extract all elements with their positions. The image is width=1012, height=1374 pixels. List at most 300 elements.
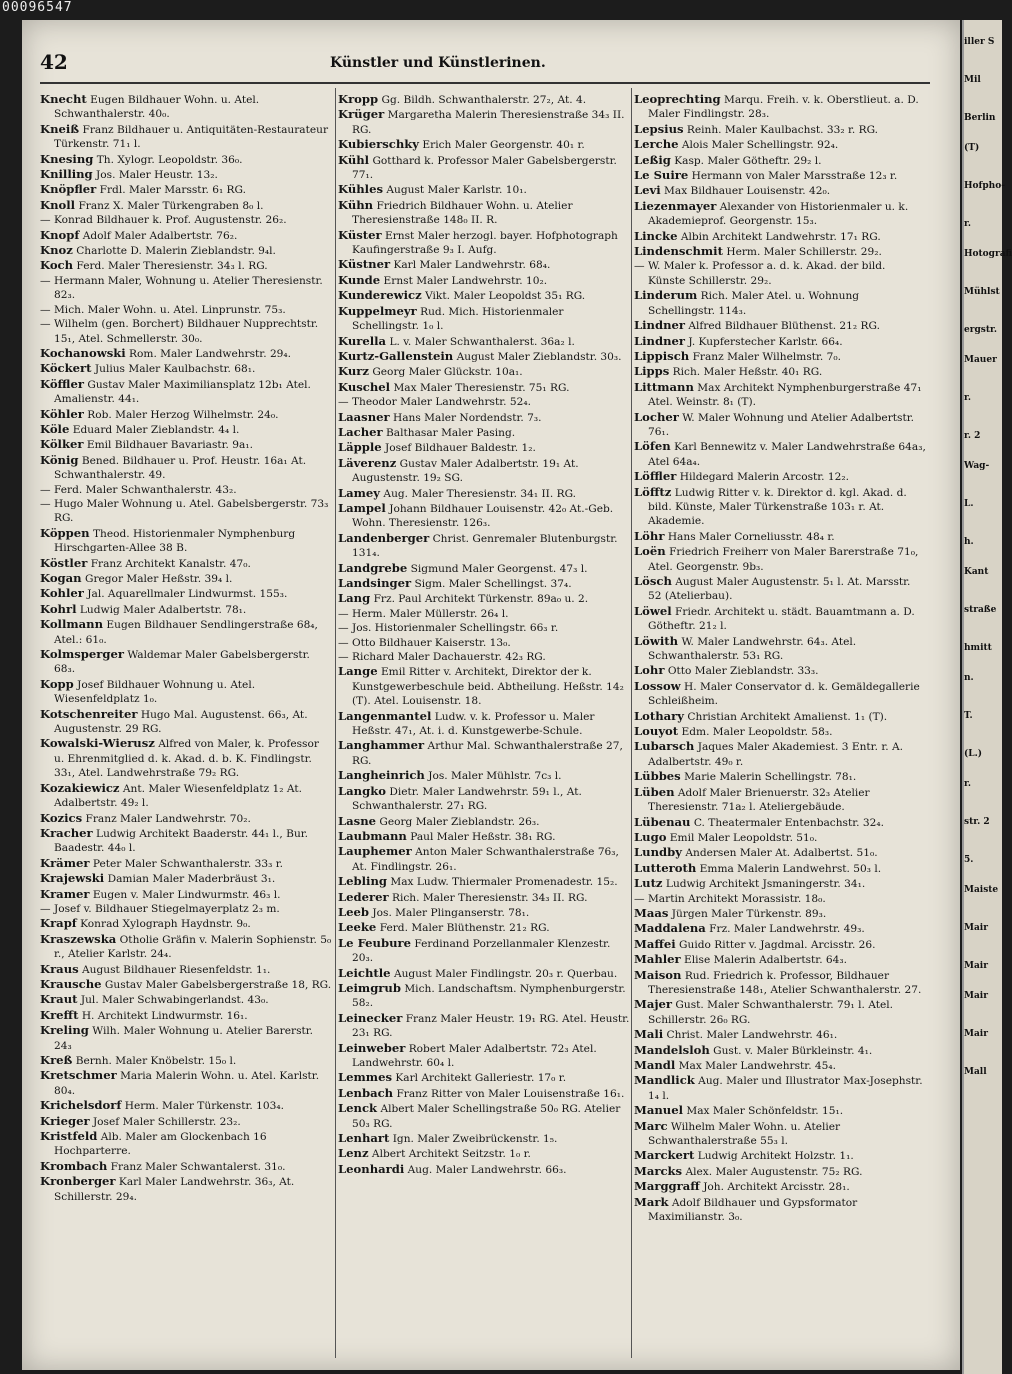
- directory-entry: [338, 364, 630, 379]
- entry-details: W. Maler Wohnung und Atelier Adalbertstr. 76₁.: [648, 411, 914, 438]
- entry-surname: Lugo: [634, 829, 667, 844]
- entry-details: Alfred Bildhauer Blüthenst. 21₂ RG.: [688, 320, 880, 333]
- entry-surname: Lemmes: [338, 1070, 392, 1085]
- directory-column-3: [634, 92, 926, 1224]
- entry-surname: Köffler: [40, 376, 84, 391]
- directory-entry: [40, 571, 332, 586]
- entry-surname: Kozakiewicz: [40, 780, 120, 795]
- directory-entry: [634, 380, 926, 410]
- entry-surname: Lohr: [634, 663, 665, 678]
- entry-surname: Lindner: [634, 318, 686, 333]
- entry-details: — Herm. Maler Müllerstr. 26₄ l.: [338, 607, 509, 620]
- entry-details: Gustav Maler Maximiliansplatz 12b₁ Atel. Amalienstr. 44₁.: [54, 378, 311, 406]
- directory-entry: [634, 815, 926, 830]
- entry-details: — Josef v. Bildhauer Stiegelmayerplatz 2₃ m.: [40, 902, 280, 915]
- directory-entry: [634, 1073, 926, 1103]
- directory-entry: [634, 861, 926, 876]
- directory-entry: [634, 334, 926, 349]
- entry-details: Rob. Maler Herzog Wilhelmstr. 24₀.: [87, 408, 279, 421]
- directory-entry: [338, 1011, 630, 1041]
- directory-entry: [634, 318, 926, 333]
- entry-details: — Jos. Historienmaler Schellingstr. 66₃ r.: [338, 622, 559, 635]
- entry-details: Ferdinand Porzellanmaler Klenzestr. 20₃.: [352, 937, 611, 965]
- entry-details: Bened. Bildhauer u. Prof. Heustr. 16a₁ At. Schwanthalerstr. 49.: [54, 454, 307, 482]
- directory-entry: [40, 422, 332, 437]
- directory-entry: [40, 602, 332, 617]
- entry-surname: Landenberger: [338, 530, 430, 545]
- entry-surname: Kurz: [338, 364, 369, 379]
- entry-surname: Lebling: [338, 874, 387, 889]
- directory-entry: [40, 1053, 332, 1068]
- directory-entry: [40, 198, 332, 213]
- entry-details: Ant. Maler Wiesenfeldplatz 1₂ At. Adalbertstr. 49₂ l.: [54, 782, 302, 810]
- entry-surname: Leinweber: [338, 1040, 406, 1055]
- entry-details: Christian Architekt Amalienst. 1₁ (T).: [687, 710, 888, 723]
- entry-details: Otto Maler Zieblandstr. 33₃.: [667, 665, 819, 678]
- entry-details: Theod. Historienmaler Nymphenburg Hirschgarten-Allee 38 B.: [54, 527, 296, 555]
- entry-surname: Kretschmer: [40, 1068, 117, 1083]
- directory-entry: [40, 483, 332, 497]
- entry-surname: Kühles: [338, 182, 383, 197]
- entry-surname: Lacher: [338, 424, 383, 439]
- directory-entry: [338, 664, 630, 708]
- directory-entry: [634, 876, 926, 891]
- entry-details: Joh. Architekt Arcisstr. 28₁.: [703, 1181, 850, 1194]
- edge-fragment: T.: [964, 711, 973, 721]
- entry-details: Gregor Maler Heßstr. 39₄ l.: [84, 573, 233, 585]
- entry-surname: Krefft: [40, 1007, 79, 1022]
- entry-details: Bernh. Maler Knöbelstr. 15₀ l.: [75, 1055, 237, 1067]
- directory-entry: [338, 1146, 630, 1161]
- directory-entry: [40, 346, 332, 361]
- directory-entry: [40, 1068, 332, 1098]
- directory-entry: [40, 1098, 332, 1113]
- entry-surname: Maddalena: [634, 921, 706, 936]
- directory-entry: [40, 526, 332, 556]
- directory-entry: [634, 439, 926, 469]
- entry-surname: Köle: [40, 421, 70, 436]
- directory-entry: [634, 574, 926, 604]
- edge-fragment: r.: [964, 779, 972, 789]
- directory-entry: [634, 529, 926, 544]
- entry-details: Christ. Maler Landwehrstr. 46₁.: [666, 1029, 838, 1042]
- entry-details: Gustav Maler Adalbertstr. 19₁ At. Augustenstr. 19₂ SG.: [352, 457, 579, 485]
- directory-entry: [634, 892, 926, 906]
- entry-details: Vikt. Maler Leopoldst 35₁ RG.: [425, 290, 586, 303]
- entry-details: Konrad Xylograph Haydnstr. 9₀.: [80, 918, 251, 931]
- edge-fragment: Mauer: [964, 355, 997, 365]
- entry-details: — Martin Architekt Morassistr. 18₀.: [634, 892, 826, 905]
- entry-surname: Lenz: [338, 1146, 369, 1161]
- directory-entry: [634, 1103, 926, 1118]
- entry-surname: Langenmantel: [338, 708, 432, 723]
- directory-entry: [634, 364, 926, 379]
- edge-fragment: Hofpho-: [964, 181, 1005, 191]
- entry-details: Jul. Maler Schwabingerlandst. 43₀.: [80, 994, 269, 1007]
- directory-entry: [634, 1195, 926, 1225]
- directory-entry: [40, 182, 332, 197]
- entry-surname: Lindenschmit: [634, 244, 723, 259]
- directory-entry: [40, 167, 332, 182]
- directory-entry: [40, 871, 332, 886]
- entry-surname: Lamey: [338, 485, 381, 500]
- directory-entry: [40, 1023, 332, 1053]
- entry-details: Damian Maler Maderbräust 3₁.: [107, 873, 276, 886]
- directory-entry: [634, 168, 926, 183]
- directory-entry: [338, 501, 630, 531]
- entry-details: Frz. Maler Landwehrstr. 49₃.: [709, 923, 865, 936]
- directory-entry: [40, 213, 332, 227]
- entry-details: Ludwig Maler Adalbertstr. 78₁.: [79, 603, 247, 616]
- entry-surname: Leimgrub: [338, 980, 401, 995]
- entry-details: Friedrich Bildhauer Wohn. u. Atelier Theresienstraße 148₀ II. R.: [352, 199, 573, 227]
- entry-details: Jos. Maler Mühlstr. 7c₃ l.: [428, 770, 562, 783]
- entry-details: Eduard Maler Zieblandstr. 4₄ l.: [72, 423, 240, 436]
- directory-entry: [338, 621, 630, 635]
- entry-details: Aug. Maler Theresienstr. 34₁ II. RG.: [383, 487, 577, 500]
- entry-surname: Lerche: [634, 137, 679, 152]
- entry-details: August Maler Findlingstr. 20₃ r. Querbau.: [393, 967, 618, 980]
- entry-surname: Lenck: [338, 1101, 378, 1116]
- directory-entry: [40, 647, 332, 677]
- entry-details: Franz Maler Heustr. 19₁ RG. Atel. Heustr. 23₁ RG.: [352, 1012, 630, 1040]
- edge-fragment: (T): [964, 143, 980, 153]
- directory-column-2: [338, 92, 630, 1177]
- directory-entry: [634, 1027, 926, 1042]
- entry-surname: Kurella: [338, 333, 387, 348]
- entry-surname: Loën: [634, 544, 666, 559]
- entry-surname: Kühn: [338, 197, 374, 212]
- entry-surname: Mandelsloh: [634, 1042, 710, 1057]
- directory-entry: [338, 153, 630, 183]
- entry-surname: Köhler: [40, 406, 84, 421]
- entry-surname: Lossow: [634, 678, 681, 693]
- entry-surname: Marcks: [634, 1163, 683, 1178]
- entry-details: Peter Maler Schwanthalerstr. 33₃ r.: [92, 857, 283, 870]
- entry-details: Alois Maler Schellingstr. 92₄.: [681, 139, 839, 152]
- entry-details: H. Architekt Lindwurmstr. 16₁.: [81, 1009, 248, 1022]
- entry-surname: Knilling: [40, 167, 93, 182]
- directory-entry: [40, 962, 332, 977]
- entry-details: L. v. Maler Schwanthalerst. 36a₂ l.: [389, 335, 575, 348]
- directory-entry: [338, 440, 630, 455]
- directory-entry: [338, 349, 630, 364]
- entry-surname: Maffei: [634, 936, 676, 951]
- entry-surname: Läverenz: [338, 455, 397, 470]
- edge-fragment: straße: [964, 605, 997, 615]
- edge-fragment: Mair: [964, 961, 988, 971]
- entry-details: Jal. Aquarellmaler Lindwurmst. 155₃.: [87, 588, 288, 601]
- entry-details: — Otto Bildhauer Kaiserstr. 13₀.: [338, 636, 511, 649]
- directory-entry: [338, 768, 630, 783]
- entry-surname: Lipps: [634, 364, 670, 379]
- directory-entry: [634, 1164, 926, 1179]
- directory-entry: [634, 604, 926, 634]
- entry-details: Frdl. Maler Marsstr. 6₁ RG.: [99, 184, 246, 197]
- entry-details: Emil Bildhauer Bavariastr. 9a₁.: [86, 439, 253, 452]
- directory-entry: [40, 1129, 332, 1159]
- entry-details: Waldemar Maler Gabelsbergerstr. 68₃.: [54, 649, 310, 676]
- entry-surname: Kubierschky: [338, 137, 420, 152]
- entry-surname: Leinecker: [338, 1010, 403, 1025]
- entry-surname: Marckert: [634, 1148, 695, 1163]
- entry-details: Arthur Mal. Schwanthalerstraße 27, RG.: [352, 740, 623, 767]
- entry-surname: Leichtle: [338, 965, 391, 980]
- directory-entry: [40, 1174, 332, 1204]
- entry-details: Gg. Bildh. Schwanthalerstr. 27₂, At. 4.: [381, 94, 587, 106]
- entry-surname: Lasne: [338, 813, 376, 828]
- directory-entry: [338, 395, 630, 409]
- entry-details: — Wilhelm (gen. Borchert) Bildhauer Nupprechtstr. 15₁, Atel. Schmellerstr. 30₀.: [40, 318, 319, 345]
- edge-fragment: r. 2: [964, 431, 981, 441]
- entry-details: Ferd. Maler Theresienstr. 34₃ l. RG.: [76, 260, 268, 273]
- edge-fragment: Mühlst: [964, 287, 1000, 297]
- entry-surname: Majer: [634, 997, 673, 1012]
- directory-entry: [338, 273, 630, 288]
- entry-surname: Kölker: [40, 437, 84, 452]
- entry-details: Max Maler Theresienstr. 75₁ RG.: [393, 381, 570, 394]
- entry-surname: Marc: [634, 1118, 668, 1133]
- entry-details: Josef Maler Schillerstr. 23₂.: [92, 1115, 241, 1128]
- entry-details: Karl Maler Landwehrstr. 36₃, At. Schillerstr. 29₄.: [54, 1176, 295, 1203]
- entry-details: Georg Maler Zieblandstr. 26₃.: [379, 815, 540, 828]
- directory-entry: [40, 856, 332, 871]
- entry-details: Hans Maler Nordendstr. 7₃.: [393, 411, 542, 424]
- directory-entry: [338, 1131, 630, 1146]
- entry-surname: Langko: [338, 783, 386, 798]
- entry-surname: Lutteroth: [634, 860, 697, 875]
- directory-entry: [40, 361, 332, 376]
- entry-details: Franz Architekt Kanalstr. 47₀.: [90, 557, 251, 570]
- entry-details: — Theodor Maler Landwehrstr. 52₄.: [338, 396, 531, 409]
- entry-surname: Kronberger: [40, 1174, 116, 1189]
- directory-entry: [634, 830, 926, 845]
- entry-details: — W. Maler k. Professor a. d. k. Akad. der bild. Künste Schillerstr. 29₂.: [634, 260, 886, 287]
- entry-surname: Knoz: [40, 243, 73, 258]
- directory-entry: [338, 334, 630, 349]
- entry-surname: Leeb: [338, 904, 370, 919]
- entry-surname: Lenhart: [338, 1131, 390, 1146]
- entry-details: Rich. Maler Heßstr. 40₁ RG.: [672, 366, 823, 379]
- entry-details: Franz Ritter von Maler Louisenstraße 16₁.: [396, 1087, 625, 1100]
- directory-entry: [634, 1043, 926, 1058]
- entry-details: Edm. Maler Leopoldstr. 58₃.: [681, 726, 833, 739]
- entry-details: August Maler Augustenstr. 5₁ l. At. Marsstr. 52 (Atelierbau).: [648, 576, 911, 603]
- directory-entry: [338, 137, 630, 152]
- column-divider: [335, 88, 336, 1358]
- entry-details: Herm. Maler Schillerstr. 29₂.: [726, 246, 882, 259]
- entry-surname: Koch: [40, 258, 74, 273]
- directory-entry: [40, 586, 332, 601]
- edge-fragment: Mall: [964, 1067, 987, 1077]
- entry-surname: Kurtz-Gallenstein: [338, 348, 454, 363]
- directory-entry: [634, 785, 926, 815]
- entry-surname: Krämer: [40, 855, 90, 870]
- entry-details: — Richard Maler Dachauerstr. 42₃ RG.: [338, 651, 546, 664]
- entry-surname: Lenbach: [338, 1085, 394, 1100]
- entry-surname: Maison: [634, 967, 682, 982]
- directory-entry: [40, 228, 332, 243]
- entry-surname: Landgrebe: [338, 560, 408, 575]
- entry-surname: Lübenau: [634, 814, 691, 829]
- entry-surname: Krajewski: [40, 871, 105, 886]
- entry-details: Emil Ritter v. Architekt, Direktor der k. Kunstgewerbeschule beid. Abtheilung. Heßstr. 14₂ (T). Atel. Louisenstr. 18.: [352, 666, 624, 708]
- entry-details: Rud. Friedrich k. Professor, Bildhauer Theresienstraße 148₁, Atelier Schwanthalerstr. 27.: [648, 969, 922, 996]
- entry-details: Max Bildhauer Louisenstr. 42₀.: [664, 185, 831, 198]
- directory-entry: [634, 1119, 926, 1149]
- entry-details: Max Architekt Nymphenburgerstraße 47₁ Atel. Weinstr. 8₁ (T).: [648, 381, 922, 409]
- directory-entry: [338, 844, 630, 874]
- directory-entry: [634, 845, 926, 860]
- entry-surname: Langhammer: [338, 738, 425, 753]
- page-header-title: Künstler und Künstlerinen.: [330, 55, 546, 71]
- entry-details: Franz Maler Landwehrstr. 70₂.: [85, 812, 251, 825]
- entry-details: Gustav Maler Gabelsbergerstraße 18, RG.: [104, 978, 332, 991]
- entry-details: Emma Malerin Landwehrst. 50₃ l.: [699, 862, 882, 875]
- entry-surname: Krombach: [40, 1158, 108, 1173]
- entry-surname: Marggraff: [634, 1179, 700, 1194]
- edge-fragment: ergstr.: [964, 325, 998, 335]
- directory-entry: [634, 968, 926, 998]
- entry-surname: Knesing: [40, 151, 94, 166]
- entry-details: Rud. Mich. Historienmaler Schellingstr. 1₀ l.: [352, 305, 564, 333]
- entry-surname: Kolmsperger: [40, 647, 124, 662]
- entry-surname: Lindner: [634, 333, 686, 348]
- entry-details: Karl Maler Landwehrstr. 68₄.: [393, 259, 551, 272]
- entry-details: Ign. Maler Zweibrückenstr. 1₅.: [392, 1133, 558, 1146]
- entry-surname: Küstner: [338, 257, 391, 272]
- directory-entry: [338, 288, 630, 303]
- adjacent-page-edge: [962, 20, 1012, 1374]
- directory-entry: [338, 1162, 630, 1177]
- entry-surname: Kunderewicz: [338, 288, 422, 303]
- entry-details: Max Ludw. Thiermaler Promenadestr. 15₂.: [390, 876, 618, 889]
- entry-details: Robert Maler Adalbertstr. 72₃ Atel. Landwehrstr. 60₄ l.: [352, 1042, 597, 1069]
- directory-entry: [634, 122, 926, 137]
- entry-details: August Bildhauer Riesenfeldstr. 1₁.: [82, 963, 271, 976]
- page-number: 42: [40, 50, 68, 74]
- directory-entry: [634, 679, 926, 709]
- entry-details: Hermann von Maler Marsstraße 12₃ r.: [691, 170, 898, 183]
- entry-surname: Linderum: [634, 288, 698, 303]
- edge-fragment: Maiste: [964, 885, 999, 895]
- directory-entry: [40, 1159, 332, 1174]
- directory-entry: [634, 906, 926, 921]
- directory-entry: [338, 936, 630, 966]
- entry-surname: Leßig: [634, 152, 671, 167]
- edge-fragment: iller S: [964, 37, 995, 47]
- entry-surname: Lauphemer: [338, 844, 412, 859]
- entry-details: — Ferd. Maler Schwanthalerstr. 43₂.: [40, 483, 237, 496]
- entry-surname: Küster: [338, 227, 382, 242]
- directory-entry: [634, 921, 926, 936]
- entry-details: Max Maler Schönfeldstr. 15₁.: [686, 1105, 844, 1118]
- directory-entry: [40, 377, 332, 407]
- entry-details: Herm. Maler Türkenstr. 103₄.: [124, 1100, 284, 1113]
- entry-details: Balthasar Maler Pasing.: [386, 426, 516, 439]
- entry-details: Alb. Maler am Glockenbach 16 Hochparterre.: [54, 1131, 267, 1158]
- entry-details: — Konrad Bildhauer k. Prof. Augustenstr. 26₂.: [40, 214, 287, 227]
- entry-surname: Lippisch: [634, 348, 690, 363]
- entry-surname: Krichelsdorf: [40, 1098, 122, 1113]
- entry-surname: Kohrl: [40, 601, 77, 616]
- entry-details: Max Maler Landwehrstr. 45₄.: [678, 1060, 837, 1072]
- directory-entry: [338, 531, 630, 561]
- directory-entry: [338, 738, 630, 768]
- edge-fragment: hmitt: [964, 643, 992, 653]
- directory-entry: [338, 709, 630, 739]
- entry-details: Gust. Maler Schwanthalerstr. 79₁ l. Atel. Schillerstr. 26₀ RG.: [648, 999, 894, 1026]
- entry-surname: Levi: [634, 183, 661, 198]
- entry-details: — Mich. Maler Wohn. u. Atel. Linprunstr. 75₃.: [40, 303, 286, 316]
- directory-entry: [40, 736, 332, 780]
- entry-surname: Kowalski-Wierusz: [40, 736, 155, 751]
- entry-surname: Mandlick: [634, 1073, 695, 1088]
- entry-details: Charlotte D. Malerin Zieblandstr. 9₄l.: [76, 245, 276, 258]
- entry-surname: Kühl: [338, 152, 370, 167]
- entry-details: Johann Bildhauer Louisenstr. 42₀ At.-Geb. Wohn. Theresienstr. 126₃.: [352, 502, 614, 530]
- edge-fragment: Berlin: [964, 113, 996, 123]
- entry-details: Georg Maler Glückstr. 10a₁.: [372, 366, 523, 379]
- edge-fragment: Mil: [964, 75, 981, 85]
- entry-details: August Maler Zieblandstr. 30₃.: [456, 350, 622, 363]
- directory-entry: [338, 1101, 630, 1131]
- entry-details: Franz Maler Schwantalerst. 31₀.: [110, 1160, 286, 1173]
- entry-surname: Löhr: [634, 528, 665, 543]
- directory-entry: [338, 228, 630, 258]
- directory-entry: [40, 303, 332, 317]
- entry-details: Ludwig Architekt Baaderstr. 44₁ l., Bur. Baadestr. 44₀ l.: [54, 827, 309, 855]
- entry-surname: Maas: [634, 905, 669, 920]
- entry-details: Franz Bildhauer u. Antiquitäten-Restaurateur Türkenstr. 71₁ l.: [54, 123, 329, 151]
- entry-surname: Lampel: [338, 500, 386, 515]
- directory-entry: [40, 317, 332, 346]
- entry-surname: Lutz: [634, 876, 663, 891]
- entry-details: Ludwig Architekt Jsmaningerstr. 34₁.: [665, 878, 866, 891]
- directory-entry: [634, 544, 926, 574]
- entry-details: Franz X. Maler Türkengraben 8₀ l.: [78, 199, 264, 212]
- entry-surname: Mahler: [634, 952, 681, 967]
- directory-entry: [634, 1148, 926, 1163]
- entry-details: Hildegard Malerin Arcostr. 12₂.: [679, 471, 849, 484]
- entry-details: Anton Maler Schwanthalerstraße 76₃, At. Findlingstr. 26₁.: [352, 846, 619, 873]
- entry-surname: Leeke: [338, 920, 377, 935]
- directory-entry: [634, 709, 926, 724]
- entry-details: Sigmund Maler Georgenst. 47₃ l.: [410, 562, 588, 575]
- entry-details: Kasp. Maler Götheftr. 29₂ l.: [674, 154, 822, 167]
- entry-details: C. Theatermaler Entenbachstr. 32₄.: [693, 816, 884, 829]
- entry-surname: Krausche: [40, 976, 102, 991]
- scan-id: 00096547: [2, 0, 73, 15]
- directory-entry: [338, 829, 630, 844]
- entry-surname: Kunde: [338, 272, 381, 287]
- entry-surname: Köppen: [40, 525, 90, 540]
- directory-entry: [634, 349, 926, 364]
- entry-details: Ferd. Maler Blüthenstr. 21₂ RG.: [379, 922, 550, 935]
- directory-entry: [40, 407, 332, 422]
- directory-entry: [634, 244, 926, 259]
- directory-entry: [338, 607, 630, 621]
- edge-fragment: Mair: [964, 991, 988, 1001]
- entry-surname: Knecht: [40, 92, 87, 106]
- entry-surname: Liezenmayer: [634, 198, 717, 213]
- directory-entry: [634, 769, 926, 784]
- edge-fragment: h.: [964, 537, 974, 547]
- directory-entry: [40, 781, 332, 811]
- entry-details: Reinh. Maler Kaulbachst. 33₂ r. RG.: [686, 123, 879, 136]
- entry-surname: Lincke: [634, 228, 678, 243]
- directory-entry: [40, 437, 332, 452]
